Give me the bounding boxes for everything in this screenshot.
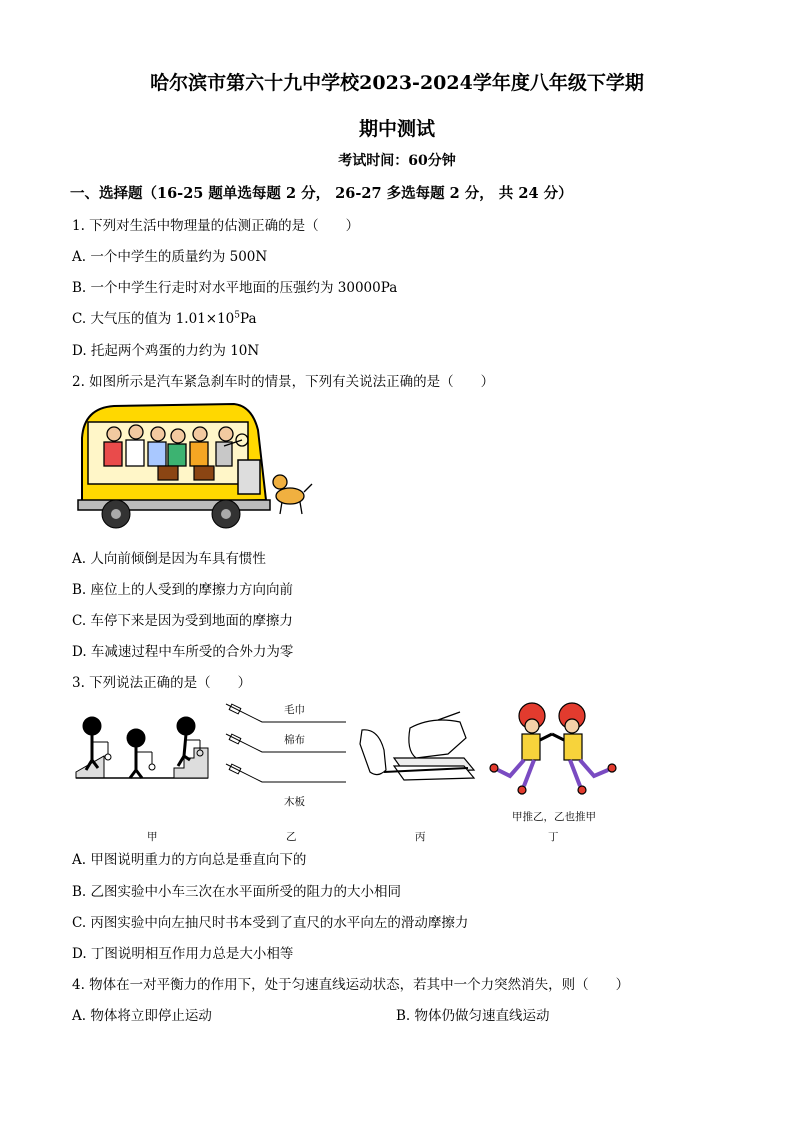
q2-stem: 2. 如图所示是汽车紧急刹车时的情景，下列有关说法正确的是（ ）	[72, 374, 495, 390]
q3-option-d: D. 丁图说明相互作用力总是大小相等	[72, 946, 294, 962]
q1-option-b: B. 一个中学生行走时对水平地面的压强约为 30000Pa	[72, 280, 398, 296]
q3-stem: 3. 下列说法正确的是（ ）	[72, 675, 252, 691]
section-heading: 一、选择题（16-25 题单选每题 2 分， 26-27 多选每题 2 分， 共 24 分）	[70, 185, 573, 202]
q1-stem: 1. 下列对生活中物理量的估测正确的是（ ）	[72, 218, 360, 234]
bus-braking-figure	[74, 400, 320, 538]
q1-option-d: D. 托起两个鸡蛋的力约为 10N	[72, 343, 260, 359]
exam-title-line1: 哈尔滨市第六十九中学校2023-2024学年度八年级下学期	[150, 72, 644, 94]
fig-label-bing: 丙	[415, 831, 426, 843]
q1-option-a: A. 一个中学生的质量约为 500N	[72, 249, 268, 265]
q2-option-b: B. 座位上的人受到的摩擦力方向向前	[72, 582, 294, 598]
surface-label-wood: 木板	[284, 796, 305, 808]
fig-bing-book-ruler	[356, 710, 478, 790]
fig-jia-gravity	[74, 712, 210, 782]
q3-option-b: B. 乙图实验中小车三次在水平面所受的阻力的大小相同	[72, 884, 402, 900]
q2-option-d: D. 车减速过程中车所受的合外力为零	[72, 644, 294, 660]
q1-option-c: C. 大气压的值为 $1.01\times 10^5Pa$	[72, 310, 257, 327]
exam-title-line2: 期中测试	[358, 118, 435, 140]
exam-time: 考试时间：60分钟	[338, 153, 456, 169]
q3-option-c: C. 丙图实验中向左抽尺时书本受到了直尺的水平向左的滑动摩擦力	[72, 915, 469, 931]
q3-option-a: A. 甲图说明重力的方向总是垂直向下的	[72, 852, 307, 868]
q4-option-a: A. 物体将立即停止运动	[72, 1008, 212, 1024]
ding-caption: 甲推乙，乙也推甲	[512, 811, 596, 823]
surface-label-towel: 毛巾	[284, 704, 305, 716]
surface-label-cotton: 棉布	[284, 734, 305, 746]
q2-option-c: C. 车停下来是因为受到地面的摩擦力	[72, 613, 293, 629]
fig-ding-push	[484, 696, 624, 804]
fig-label-ding: 丁	[548, 831, 559, 843]
fig-label-yi: 乙	[286, 831, 297, 843]
q4-stem: 4. 物体在一对平衡力的作用下，处于匀速直线运动状态，若其中一个力突然消失，则（ ）	[72, 977, 630, 993]
q2-option-a: A. 人向前倾倒是因为车具有惯性	[72, 551, 266, 567]
q4-option-b: B. 物体仍做匀速直线运动	[396, 1008, 550, 1024]
fig-label-jia: 甲	[147, 831, 158, 843]
